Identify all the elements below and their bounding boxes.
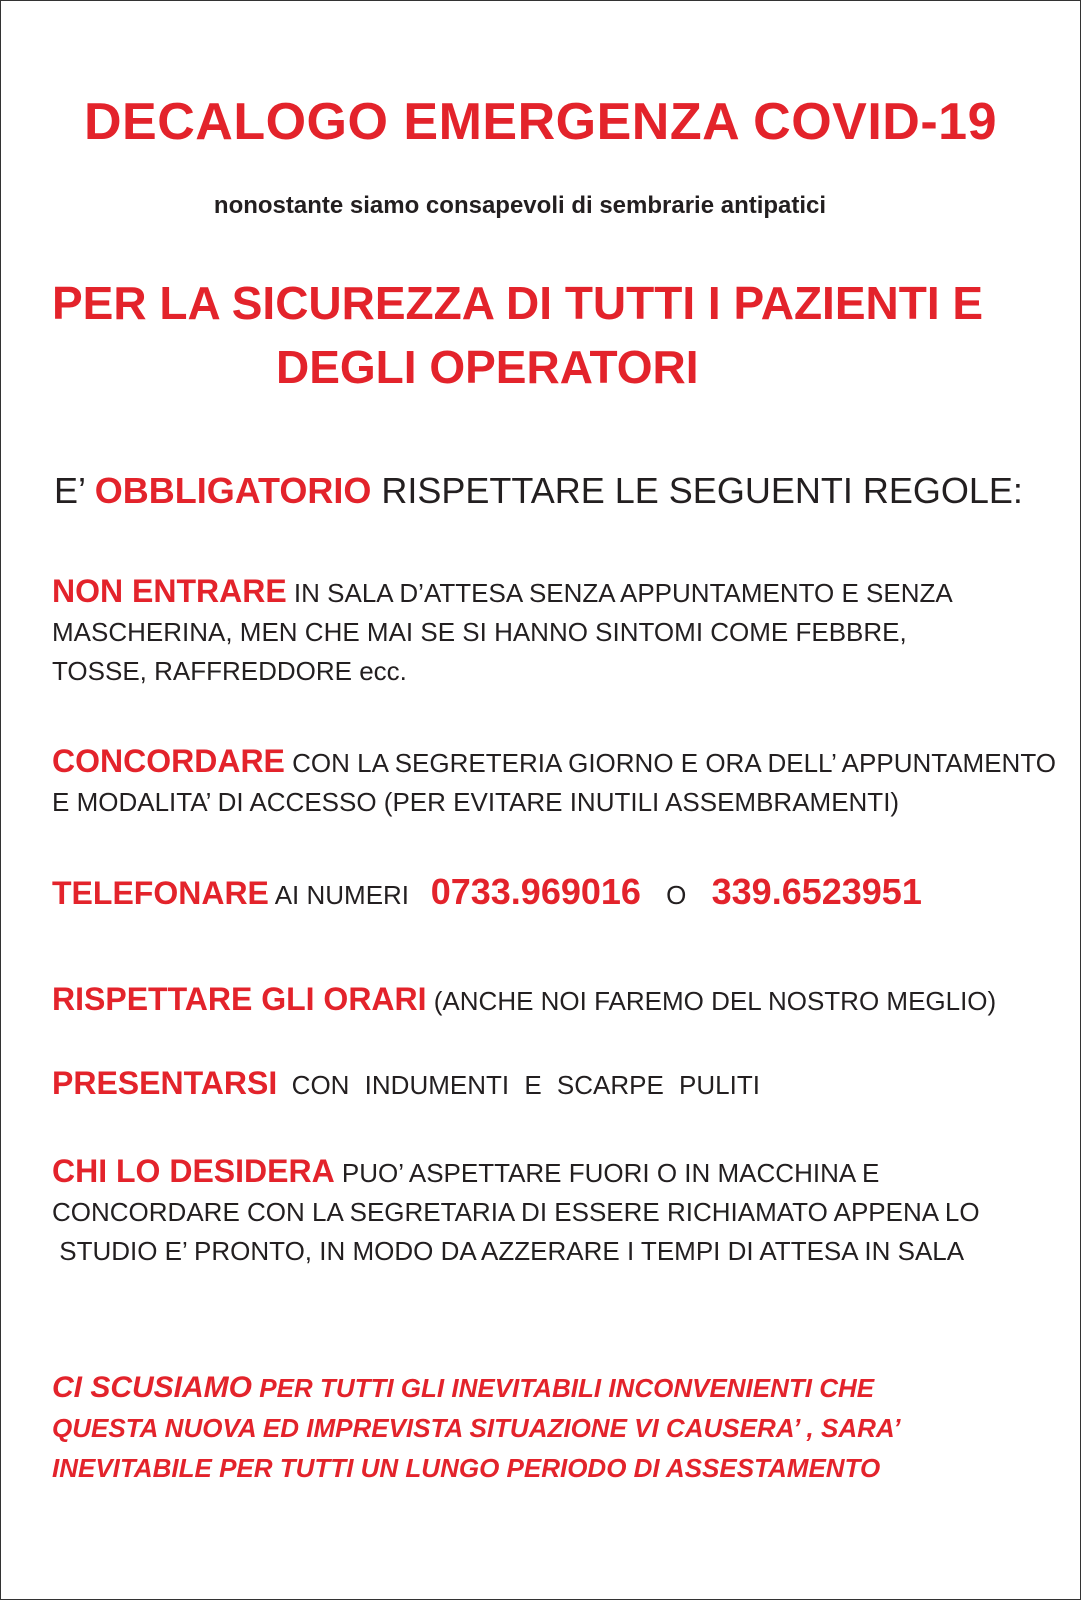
rule-keyword: TELEFONARE [52, 875, 269, 911]
rule-text: CON LA SEGRETERIA GIORNO E ORA DELL’ APPUNTAMENTO [292, 748, 1056, 778]
rule-text: (ANCHE NOI FAREMO DEL NOSTRO MEGLIO) [433, 986, 997, 1016]
rule-text: MASCHERINA, MEN CHE MAI SE SI HANNO SINTOMI COME FEBBRE, [52, 617, 907, 647]
rule-respect-hours [52, 980, 996, 1021]
closing-text: QUESTA NUOVA ED IMPREVISTA SITUAZIONE VI CAUSERA’ , SARA’ [52, 1413, 901, 1443]
rule-text: CONCORDARE CON LA SEGRETARIA DI ESSERE RICHIAMATO APPENA LO [52, 1197, 980, 1227]
rule-text: STUDIO E’ PRONTO, IN MODO DA AZZERARE I TEMPI DI ATTESA IN SALA [52, 1236, 965, 1266]
rule-text: CON INDUMENTI E SCARPE PULITI [291, 1070, 760, 1100]
rules-heading-emphasis: OBBLIGATORIO [94, 470, 372, 511]
rules-heading [54, 470, 1023, 512]
poster-subtitle: nonostante siamo consapevoli di sembrarie antipatici [213, 192, 827, 219]
phone-number-2: 339.6523951 [711, 871, 922, 912]
rule-agree-appointment [52, 742, 1056, 822]
phone-number-1: 0733.969016 [430, 871, 641, 912]
rule-text: PUO’ ASPETTARE FUORI O IN MACCHINA E [341, 1158, 880, 1188]
closing-apology [52, 1368, 900, 1488]
safety-heading-line2: DEGLI OPERATORI [276, 341, 699, 393]
rule-text: AI NUMERI [274, 880, 410, 910]
safety-heading-line1: PER LA SICUREZZA DI TUTTI I PAZIENTI E [52, 277, 984, 329]
rule-phone [52, 872, 922, 915]
closing-text: PER TUTTI GLI INEVITABILI INCONVENIENTI CHE [259, 1373, 875, 1403]
rule-text: E MODALITA’ DI ACCESSO (PER EVITARE INUTILI ASSEMBRAMENTI) [52, 787, 900, 817]
rule-keyword: PRESENTARSI [52, 1065, 278, 1101]
rule-text: IN SALA D’ATTESA SENZA APPUNTAMENTO E SENZA [293, 578, 953, 608]
phone-separator: O [666, 880, 687, 910]
rule-keyword: RISPETTARE GLI ORARI [52, 981, 427, 1017]
rules-heading-prefix: E’ [54, 470, 85, 511]
rule-no-entry [52, 572, 953, 691]
closing-keyword: CI SCUSIAMO [52, 1371, 253, 1404]
closing-text: INEVITABILE PER TUTTI UN LUNGO PERIODO DI ASSESTAMENTO [52, 1453, 881, 1483]
rule-wait-outside [52, 1152, 980, 1271]
rule-keyword: CHI LO DESIDERA [52, 1153, 335, 1189]
rules-heading-suffix: RISPETTARE LE SEGUENTI REGOLE: [381, 470, 1023, 511]
rule-clean-clothes [52, 1064, 760, 1105]
rule-text: TOSSE, RAFFREDDORE ecc. [52, 656, 407, 686]
rule-keyword: NON ENTRARE [52, 573, 287, 609]
poster-title: DECALOGO EMERGENZA COVID-19 [84, 93, 997, 151]
rule-keyword: CONCORDARE [52, 743, 285, 779]
